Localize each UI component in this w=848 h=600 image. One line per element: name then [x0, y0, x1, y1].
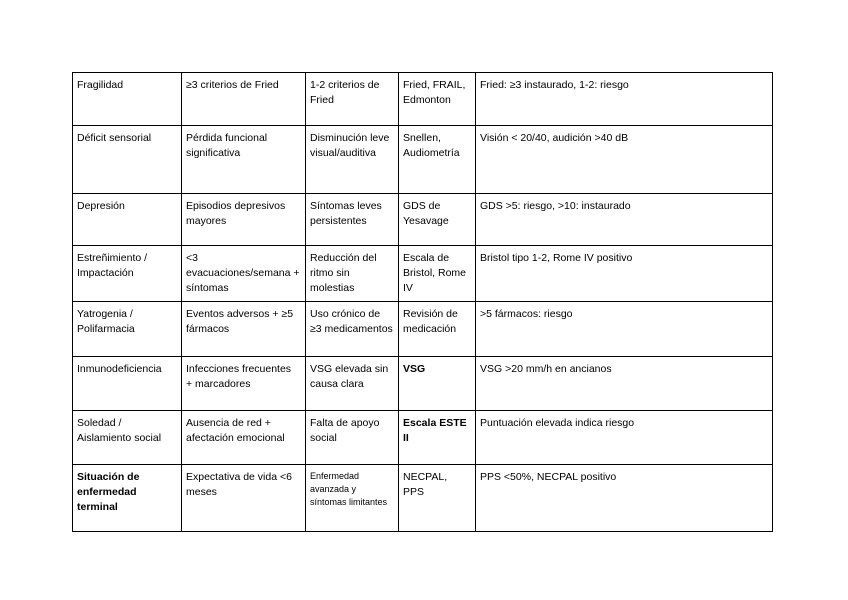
table-cell: Disminución leve visual/auditiva: [306, 126, 399, 194]
table-cell: 1-2 criterios de Fried: [306, 73, 399, 126]
table-cell: <3 evacuaciones/semana + síntomas: [182, 246, 306, 302]
table-row: [73, 246, 773, 302]
table-row: [73, 194, 773, 246]
table-cell: GDS >5: riesgo, >10: instaurado: [476, 194, 773, 246]
table-cell: Estreñimiento / Impactación: [73, 246, 182, 302]
table-cell: Reducción del ritmo sin molestias: [306, 246, 399, 302]
table-row: [73, 126, 773, 194]
table-cell: Fried: ≥3 instaurado, 1-2: riesgo: [476, 73, 773, 126]
table-row: [73, 302, 773, 357]
table-cell: Escala ESTE II: [399, 411, 476, 465]
table-cell: Depresión: [73, 194, 182, 246]
table-cell: Bristol tipo 1-2, Rome IV positivo: [476, 246, 773, 302]
table-cell: Revisión de medicación: [399, 302, 476, 357]
table-cell: Soledad / Aislamiento social: [73, 411, 182, 465]
table-cell: Déficit sensorial: [73, 126, 182, 194]
table-row: [73, 73, 773, 126]
table-cell: Puntuación elevada indica riesgo: [476, 411, 773, 465]
table-cell: VSG: [399, 357, 476, 411]
table-cell: Situación de enfermedad terminal: [73, 465, 182, 532]
table-cell: Episodios depresivos mayores: [182, 194, 306, 246]
table-cell: Visión < 20/40, audición >40 dB: [476, 126, 773, 194]
table-cell: GDS de Yesavage: [399, 194, 476, 246]
table-cell: Fried, FRAIL, Edmonton: [399, 73, 476, 126]
table-cell: Síntomas leves persistentes: [306, 194, 399, 246]
table-cell: Infecciones frecuentes + marcadores: [182, 357, 306, 411]
table-cell: Enfermedad avanzada y síntomas limitantes: [306, 465, 399, 532]
table-cell: Falta de apoyo social: [306, 411, 399, 465]
table-cell: Fragilidad: [73, 73, 182, 126]
table-cell: Escala de Bristol, Rome IV: [399, 246, 476, 302]
table-cell: VSG >20 mm/h en ancianos: [476, 357, 773, 411]
table-cell: Eventos adversos + ≥5 fármacos: [182, 302, 306, 357]
table-row: [73, 465, 773, 532]
table-cell: VSG elevada sin causa clara: [306, 357, 399, 411]
table-cell: Inmunodeficiencia: [73, 357, 182, 411]
table-cell: Ausencia de red + afectación emocional: [182, 411, 306, 465]
table-cell: Uso crónico de ≥3 medicamentos: [306, 302, 399, 357]
table-cell: NECPAL, PPS: [399, 465, 476, 532]
table-cell: Snellen, Audiometría: [399, 126, 476, 194]
table-row: [73, 357, 773, 411]
frailty-criteria-table: [72, 72, 773, 532]
table-cell: PPS <50%, NECPAL positivo: [476, 465, 773, 532]
table-cell: ≥3 criterios de Fried: [182, 73, 306, 126]
table-cell: Pérdida funcional significativa: [182, 126, 306, 194]
table-cell: Yatrogenia / Polifarmacia: [73, 302, 182, 357]
table-cell: >5 fármacos: riesgo: [476, 302, 773, 357]
table-row: [73, 411, 773, 465]
table-cell: Expectativa de vida <6 meses: [182, 465, 306, 532]
